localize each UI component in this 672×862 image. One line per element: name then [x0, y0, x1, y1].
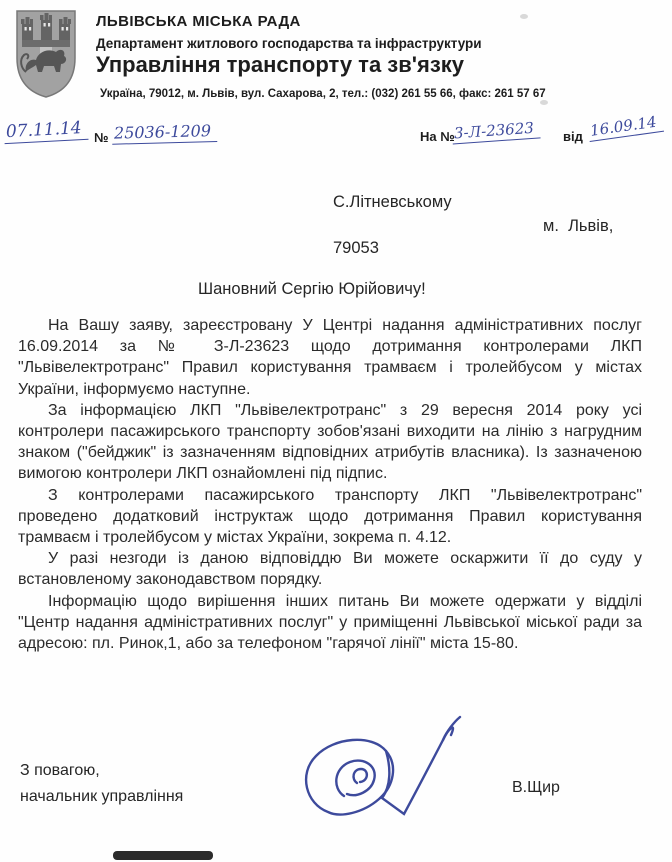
scan-smudge [540, 100, 548, 105]
number-sign-label: № [94, 130, 109, 145]
paragraph-1: На Вашу заяву, зареєстровану У Центрі надання адміністративних послуг 16.09.2014 за № З-Л-23623 щодо дотримання контролерами ЛКП "Львівелектротранс" Правил користування трамваєм і тролейбусом у містах України, інформуємо наступне. [18, 317, 642, 398]
organization-name: ЛЬВІВСЬКА МІСЬКА РАДА [96, 13, 301, 30]
outgoing-number-value: 25036-1209 [112, 121, 218, 145]
paragraph-4: У разі незгоди із даною відповіддю Ви можете оскаржити її до суду у встановленому законодавством порядку. [18, 550, 642, 589]
paragraph-5: Інформацію щодо вирішення інших питань Ви можете одержати у відділі "Центр надання адміністративних послуг" у приміщенні Львівської міської ради за адресою: пл. Ринок,1, або за телефоном "гарячої лінії" міста 15-80. [18, 592, 642, 653]
incoming-number-value: 3-Л-23623 [451, 118, 540, 144]
signer-name: В.Щир [512, 779, 560, 796]
incoming-date-value: 16.09.14 [587, 112, 664, 142]
closing-regards: З повагою, [20, 762, 100, 779]
recipient-postal-code: 79053 [333, 239, 379, 257]
outgoing-date-value: 07.11.14 [3, 118, 88, 144]
department-name: Департамент житлового господарства та інфраструктури [96, 36, 482, 51]
recipient-city: м. Львів, [543, 217, 614, 235]
outgoing-number-handwritten [112, 120, 243, 144]
scan-smudge [520, 14, 528, 19]
paragraph-3: З контролерами пасажирського транспорту ЛКП "Львівелектротранс" проведено додатковий інструктаж щодо дотримання Правил користування трамваєм і тролейбусом у містах України, зокрема п. 4.12. [18, 486, 642, 547]
incoming-date-label: від [563, 129, 583, 144]
incoming-ref-label: На № [420, 129, 455, 144]
outgoing-date-handwritten [3, 118, 88, 144]
recipient-name: С.Літневському [333, 193, 452, 211]
incoming-number-handwritten [451, 118, 552, 145]
incoming-date-handwritten [587, 112, 663, 142]
office-name: Управління транспорту та зв'язку [96, 52, 465, 77]
lviv-coat-of-arms-icon [14, 8, 78, 105]
signature-icon [288, 708, 473, 843]
letter-body [18, 315, 642, 654]
salutation: Шановний Сергію Юрійовичу! [198, 280, 426, 298]
paragraph-2: За інформацією ЛКП "Львівелектротранс" з 29 вересня 2014 року усі контролери пасажирського транспорту зобов'язані виходити на лінію з нагрудним знаком ("бейджик" із зазначенням відповідних атрибутів власника). Із зазначеною вимогою контролери ЛКП ознайомлені під підпис. [18, 401, 642, 483]
scan-artifact-bar [113, 851, 213, 860]
signer-position: начальник управління [20, 788, 184, 805]
letterhead-address: Україна, 79012, м. Львів, вул. Сахарова, 2, тел.: (032) 261 55 66, факс: 261 57 67 [100, 88, 546, 100]
